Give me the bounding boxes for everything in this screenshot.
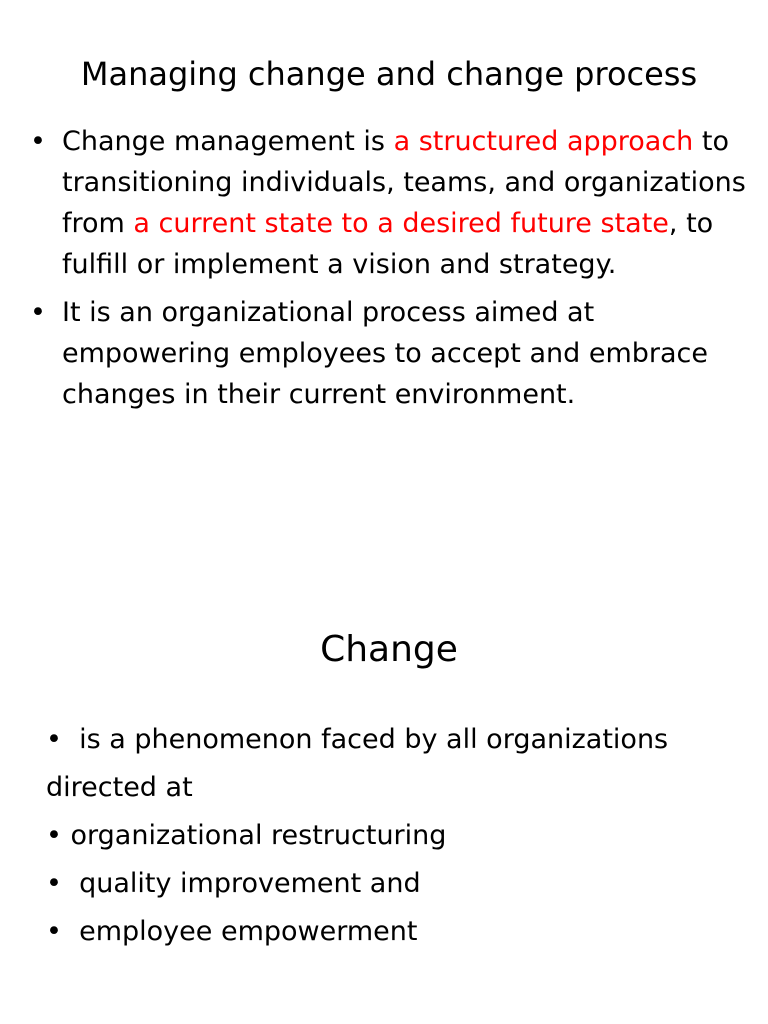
bullet-text: , to fulfill or implement a vision and strategy. bbox=[62, 208, 714, 280]
bullet-text: Change management is bbox=[62, 126, 394, 157]
body-text bbox=[46, 716, 746, 956]
bullet-list bbox=[30, 121, 750, 422]
text-line bbox=[46, 764, 746, 812]
list-item bbox=[30, 121, 750, 285]
highlighted-text: a structured approach bbox=[393, 126, 694, 157]
line-text: organizational restructuring bbox=[61, 820, 447, 851]
highlighted-text: a current state to a desired future state bbox=[133, 208, 669, 239]
list-item bbox=[46, 860, 746, 908]
list-item bbox=[46, 716, 746, 764]
list-item bbox=[46, 908, 746, 956]
slide-title: Managing change and change process bbox=[80, 55, 698, 93]
line-text: employee empowerment bbox=[61, 916, 418, 947]
slide-managing-change bbox=[0, 0, 768, 500]
bullet-icon: • bbox=[46, 868, 62, 899]
bullet-icon: • bbox=[30, 297, 46, 328]
bullet-icon: • bbox=[46, 916, 62, 947]
bullet-icon: • bbox=[30, 126, 46, 157]
bullet-icon: • bbox=[46, 724, 62, 755]
slide-title: Change bbox=[320, 629, 458, 670]
line-text: quality improvement and bbox=[61, 868, 421, 899]
line-text: is a phenomenon faced by all organizations bbox=[61, 724, 669, 755]
bullet-icon: • bbox=[46, 820, 62, 851]
list-item bbox=[46, 812, 746, 860]
list-item bbox=[30, 292, 750, 415]
bullet-text: to transitioning individuals, teams, and organizations from bbox=[62, 126, 746, 239]
line-text: directed at bbox=[46, 772, 193, 803]
slide-change bbox=[0, 600, 768, 1024]
bullet-text: It is an organizational process aimed at empowering employees to accept and embrace changes in their current environment. bbox=[62, 297, 708, 410]
